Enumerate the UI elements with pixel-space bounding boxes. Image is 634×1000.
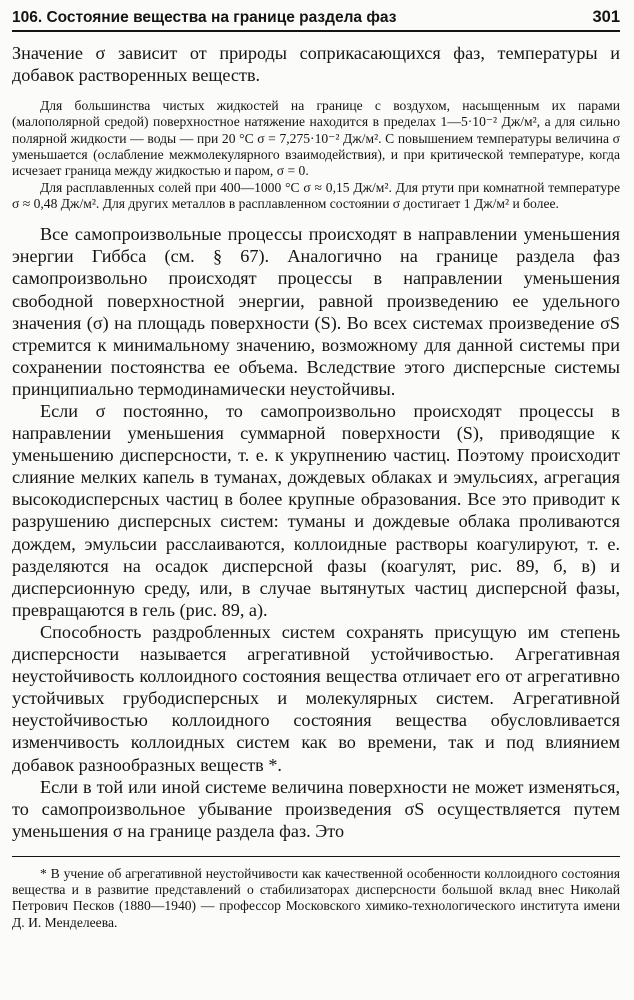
paragraph-coagulation: Если σ постоянно, то самопроизвольно происходят процессы в направлении уменьшения суммарной поверхности (S), приводящие к уменьшению дисперсности, т. е. к укрупнению частиц. Поэтому происходит слияние мелких капель в туманах, дождевых облаках и эмульсиях, агрегация высокодисперсных частиц в более крупные образования. Все это приводит к разрушению дисперсных систем: туманы и дождевые облака проливаются дождем, эмульсии расслаиваются, коллоидные растворы коагулируют, т. е. разделяются на осадок дисперсной фазы (коагулят, рис. 89, б, в) и дисперсионную среду, или, в случае вытянутых частиц дисперсной фазы, превращаются в гель (рис. 89, а).: [12, 401, 620, 620]
page-number: 301: [592, 8, 620, 26]
paragraph-sigma-dependence: Значение σ зависит от природы соприкасающихся фаз, температуры и добавок растворенных веществ.: [12, 43, 620, 86]
footnote-divider: [12, 856, 620, 857]
paragraph-surface-decrease: Если в той или иной системе величина поверхности не может изменяться, то самопроизвольное убывание произведения σS осуществляется путем уменьшения σ на границе раздела фаз. Это: [12, 776, 620, 841]
paragraph-aggregative-stability: Способность раздробленных систем сохранять присущую им степень дисперсности называется агрегативной устойчивостью. Агрегативная неустойчивость коллоидного состояния вещества отличает его от агрегативно устойчивых грубодисперсных и молекулярных систем. Агрегативной неустойчивостью коллоидного состояния вещества обусловливается изменчивость коллоидных систем как во времени, так и под влиянием добавок разнообразных веществ *.: [12, 621, 620, 775]
footnote: * В учение об агрегативной неустойчивости как качественной особенности коллоидного состояния вещества и в развитие представлений о стабилизаторах дисперсности большой вклад внес Николай Петрович Песков (1880—1940) — профессор Московского химико-технологического института имени Д. И. Менделеева.: [12, 865, 620, 930]
paragraph-gibbs-energy: Все самопроизвольные процессы происходят в направлении уменьшения энергии Гиббса (см. § 67). Аналогично на границе раздела фаз самопроизвольно происходят процессы в направлении уменьшения свободной поверхностной энергии, равной произведению ее удельного значения (σ) на площадь поверхности (S). Во всех системах произведение σS стремится к минимальному значению, возможному для данной системы при сохранении постоянства ее объема. Вследствие этого дисперсные системы принципиально термодинамически неустойчивы.: [12, 224, 620, 399]
running-header: [12, 8, 620, 32]
small-paragraph-liquids: Для большинства чистых жидкостей на границе с воздухом, насыщенным их парами (малополярной средой) поверхностное натяжение находится в пределах 1—5·10⁻² Дж/м², а для сильно полярной жидкости — воды — при 20 °С σ = 7,275·10⁻² Дж/м². С повышением температуры величина σ уменьшается (ослабление межмолекулярного взаимодействия), и при критической температуре, когда исчезает граница между жидкостью и паром, σ = 0.: [12, 98, 620, 179]
small-print-block: [12, 98, 620, 212]
small-paragraph-melts: Для расплавленных солей при 400—1000 °С σ ≈ 0,15 Дж/м². Для ртути при комнатной температуре σ ≈ 0,48 Дж/м². Для других металлов в расплавленном состоянии σ достигает 1 Дж/м² и более.: [12, 179, 620, 211]
section-title: 106. Состояние вещества на границе раздела фаз: [12, 9, 397, 26]
